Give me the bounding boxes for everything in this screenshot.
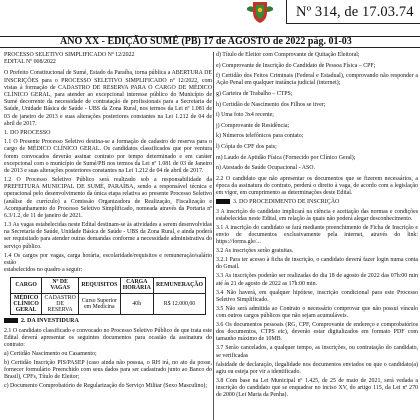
list-item: n) Atestado de Saúde Ocupacional - ASO. <box>216 165 315 172</box>
section-3-paragraph: 3.2 As inscrições serão gratuitas. <box>216 248 294 255</box>
section-1-heading <box>4 130 212 137</box>
list-item: h) Certidão de Nascimento dos Filhos se tiver; <box>216 101 326 108</box>
table-header-cell: CARGO <box>11 278 42 293</box>
table-header-row <box>11 278 206 293</box>
table-row <box>11 293 206 315</box>
section-2-heading <box>4 318 212 325</box>
list-item: m) Laudo de Aptidão Física (Fornecido por Clínico Geral); <box>216 154 356 161</box>
table-header-cell: REQUISITOS <box>79 278 121 293</box>
left-column <box>4 52 212 392</box>
section-2-title: 2. DA INVESTIDURA <box>21 318 79 325</box>
table-header-cell: REMUNERAÇÃO <box>153 278 205 293</box>
section-1-paragraph: estabelecidos no quadro a seguir: <box>4 267 83 274</box>
table-cell: CADASTRO DE RESERVA <box>42 293 79 315</box>
section-3-paragraph: 3.7 Serão cancelados, a qualquer tempo, as inscrições, ou contratação do candidato, se verificadas <box>216 345 418 359</box>
table-cell: MÉDICO CLÍNICO GERAL <box>11 293 42 315</box>
section-3-paragraph: falsidade de declaração, ilegalidade nos documentos enviados ou que o candidato(a) agiu ou esteja por vir a identificado. <box>216 361 418 375</box>
list-item: i) Uma foto 3x4 recente; <box>216 112 274 119</box>
section-2-paragraph: c) Documento Comprobatório de Regularização do Serviço Militar (Sexo Masculino); <box>4 383 208 390</box>
municipal-crest-icon <box>244 0 276 24</box>
table-header-cell: CARGA HORÁRIA <box>120 278 153 293</box>
section-3-paragraph: 3.8 Com base na Lei Municipal nº 1.425, de 25 de maio de 2021, será vedada a inscrição do candidato que se enquadrar no inciso XV, do artigo 115, da Lei nº 270 de 2000 (Lei Maria da Penha). <box>216 377 418 399</box>
list-item: l) Cópia do CPF dos pais; <box>216 143 277 150</box>
table-cell: 40h <box>120 293 153 315</box>
list-item: k) Números telefônicos para contato; <box>216 133 304 140</box>
section-1-paragraph: 1.1 O Presente Processo Seletivo destina-se a formação de cadastro de reserva para o cargo de MÉDICO CLÍNICO GERAL. Os candidatos classificados que por ventura forem convocados deverão assinar contrato por tempo determinado e em caráter excepcional com o município de Sumé/PB nos termos da Lei nº 1.081 de 03 de Janeiro de 2013 e suas alterações posteriores constantes na Lei 1.212 de 04 de abril de 2017. <box>4 139 212 175</box>
table-cell: Curso Superior em Medicina <box>79 293 121 315</box>
list-item: f) Certidão dos Feitos Criminais (Federal e Estadual), comprovando não responder a Ação Penal em qualquer instância judicial (internet); <box>216 73 418 87</box>
section-2-paragraph: a) Certidão Nascimento ou Casamento; <box>4 350 97 357</box>
list-item: e) Comprovante de Inscrição do Candidato de Pessoa Física – CPF; <box>216 62 376 69</box>
section-1-paragraph: 1.4 Os cargos por vagas, carga horária, escolaridade/requisitos e remuneração/salário estão <box>4 252 212 266</box>
section-3-paragraph: 3.2.1 Para ter acesso à ficha de inscrição, o candidato deverá fazer login numa conta do Gmail. <box>216 257 418 271</box>
section-2-paragraph: b) Certidão Inscrição PIS/PASEP (caso ainda não possua, o RH irá, no ato da posse, fornecer formulário Preenchido com seus dados para ser cadastrado junto ao Banco do Brasil), CPFs, Título de Eleitor; <box>4 359 212 381</box>
section-2-paragraph: 2.1 O candidato classificado e convocado no Processo Seletivo Público de que trata este Edital deverá apresentar os seguintes documentos para ocasião da assinatura do contrato: <box>4 327 212 348</box>
paragraph-2-2: 2.2 O candidato que não apresentar os documentos que se fizerem necessários, a época da assinatura do contrato, perderá o direito à vaga, de acordo com a legislação em vigor, em cumprimento as determinações deste Edital. <box>216 175 418 197</box>
section-3-paragraph: 3.5 Não será admitida ao Contrato o necessário comprovar que não possui vínculo com outros cargos públicos que não sejam acumuláveis. <box>216 305 418 319</box>
section-3-title: 3. DO PROCEDIMENTO DE INSCRIÇÃO <box>233 199 340 206</box>
table-cell: R$ 12.000,00 <box>153 293 205 315</box>
law-number: Nº 314, de 17.03.74 <box>296 4 414 20</box>
process-header-line: PROCESSO SELETIVO SIMPLIFICADO Nº 12/2022 <box>4 52 135 58</box>
section-1-title: 1. DO PROCESSO <box>4 130 51 137</box>
section-1-paragraph: 1.2 O Processo Seletivo Público será realizado sob a responsabilidade da PREFEITURA MUNICIPAL DE SUMÉ, PARAÍBA, sendo a responsável técnica e operacional pelo desenvolvimento da única etapa relativa ao presente Processo Seletivo (análise de currículo) a Comissão Organizadora de Realização, Fiscalização e Acompanhamento do Processo Seletivo Simplificado, nomeada através da Portaria nº 6.3/1.2, de 11 de janeiro de 2021. <box>4 177 212 220</box>
intro-paragraph: O Prefeito Constitucional de Sumé, Estado da Paraíba, torna pública a ABERTURA DE INSCRIÇÕES para o PROCESSO SELETIVO SIMPLIFICADO nº 12/2022, com vistas à formação de CADASTRO DE RESERVA PARA O CARGO DE MÉDICO CLÍNICO GERAL, para atender ao excepcional interesse público do Município de Sumé decorrente da necessidade de contratação de profissionais para a Secretaria de Saúde, Unidade Básica de Saúde - UBS da Zona Rural, nos termos da Lei nº 1.081 de 03 de janeiro de 2013 e suas alterações posteriores constantes na Lei 1.212 de 04 de abril de 2017. <box>4 70 212 127</box>
edition-line: ANO XX - EDIÇÃO SUMÉ (PB) 17 de AGOSTO de 2022 pág. 01-03 <box>60 36 352 47</box>
section-3-paragraph: 3.4 Não haverá, em qualquer hipótese, inscrição condicional para este Processo Seletivo Simplificado. <box>216 289 418 303</box>
section-3-paragraph: 3.6 Os documentos pessoais (RG, CPF, Comprovante de endereço e comprobatórios dos documentos, CTPS etc), deverão estar digitalizados em formato PDF com tamanho máximo de 10MB. <box>216 321 418 343</box>
section-3-heading <box>216 199 418 206</box>
section-3-paragraph: 3 A inscrição do candidato implicará na ciência e aceitação das normas e condições estabelecidas neste Edital, em relação às quais não poderá alegar desconhecimento. <box>216 208 418 222</box>
column-divider <box>213 52 214 420</box>
section-3-paragraph: 3.3 As inscrições poderão ser realizadas do dia 18 de agosto de 2022 das 07h:00 min até às 21 de agosto de 2022 as 17h:00 min. <box>216 273 418 287</box>
masthead <box>0 0 420 38</box>
list-item: j) Comprovante de Residência; <box>216 122 290 129</box>
list-item: g) Carteira de Trabalho – CTPS; <box>216 90 293 97</box>
right-column <box>216 52 418 401</box>
table-header-cell: Nº DE VAGAS <box>42 278 79 293</box>
list-item: d) Título de Eleitor com Comprovante de Quitação Eleitoral; <box>216 52 360 58</box>
section-bar-icon <box>216 199 230 204</box>
edital-header-line: EDITAL Nº 008/2022 <box>4 59 56 66</box>
section-1-paragraph: 1.3 As vagas estabelecidas neste Edital destinam-se às atividades a serem desenvolvidas na Secretaria de Saúde, Unidade Básica de Saúde - UBS da Zona Rural, e ainda poderá ser requisitado para atender outras demandas conforme a necessidade administrativa do serviço público. <box>4 222 212 250</box>
vacancy-table <box>10 277 206 315</box>
section-3-paragraph: 3.1 A inscrição do candidato se fará mediante preenchimento de Ficha de Inscrição e envio de documentos exclusivamente pela internet, através do link: https://forms.gle/... <box>216 224 418 246</box>
section-bar-icon <box>4 318 18 323</box>
